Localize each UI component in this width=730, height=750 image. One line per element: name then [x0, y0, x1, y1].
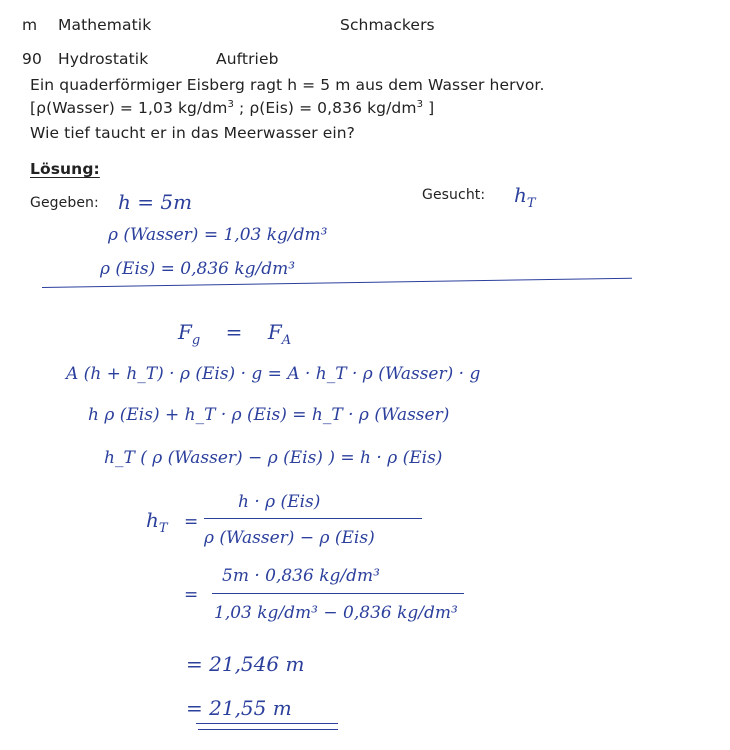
equation-step-2: A (h + h_T) · ρ (Eis) · g = A · h_T · ρ (Wasser) · g	[66, 364, 481, 384]
solution-heading: Lösung:	[30, 160, 100, 178]
fraction-bar-2	[212, 593, 464, 594]
intermediate-result: = 21,546 m	[186, 652, 305, 676]
equation-step-5-denominator: ρ (Wasser) − ρ (Eis)	[204, 528, 375, 548]
sought-label: Gesucht:	[422, 187, 486, 203]
author-name: Schmackers	[340, 16, 435, 34]
equation-step-6-denominator: 1,03 kg/dm³ − 0,836 kg/dm³	[214, 603, 458, 623]
topic-title: Hydrostatik	[58, 50, 149, 68]
given-density-water: ρ (Wasser) = 1,03 kg/dm³	[108, 225, 328, 245]
given-density-ice: ρ (Eis) = 0,836 kg/dm³	[100, 259, 296, 279]
equation-step-6-equals: =	[184, 585, 199, 605]
result-underline-1	[196, 723, 338, 724]
task-line-2: [ρ(Wasser) = 1,03 $kg/dm^3$ ; ρ(Eis) = 0,836 $kg/dm^3$ ]	[30, 98, 435, 117]
topic-number: 90	[22, 50, 42, 68]
section-divider	[42, 278, 632, 288]
given-height: h = 5m	[118, 190, 193, 214]
given-label: Gegeben:	[30, 195, 99, 211]
equation-force-balance: $F_g$ = $F_A$	[178, 320, 292, 348]
final-result: = 21,55 m	[186, 696, 292, 720]
equation-step-5-equals: =	[184, 512, 199, 532]
equation-step-4: h_T ( ρ (Wasser) − ρ (Eis) ) = h · ρ (Eis)	[104, 448, 443, 468]
result-underline-2	[198, 729, 338, 730]
equation-step-5-lhs: $h_T$	[146, 508, 168, 536]
equation-step-3: h ρ (Eis) + h_T · ρ (Eis) = h_T · ρ (Wasser)	[88, 405, 450, 425]
subtopic-title: Auftrieb	[216, 50, 279, 68]
fraction-bar-1	[204, 518, 422, 519]
subject-code: m	[22, 16, 38, 34]
equation-step-6-numerator: 5m · 0,836 kg/dm³	[222, 566, 380, 586]
task-line-1: Ein quaderförmiger Eisberg ragt h = 5 m aus dem Wasser hervor.	[30, 76, 545, 94]
subject-title: Mathematik	[58, 16, 152, 34]
task-line-3: Wie tief taucht er in das Meerwasser ein?	[30, 124, 356, 142]
equation-step-5-numerator: h · ρ (Eis)	[238, 492, 321, 512]
sought-value: $h_T$	[514, 183, 536, 211]
